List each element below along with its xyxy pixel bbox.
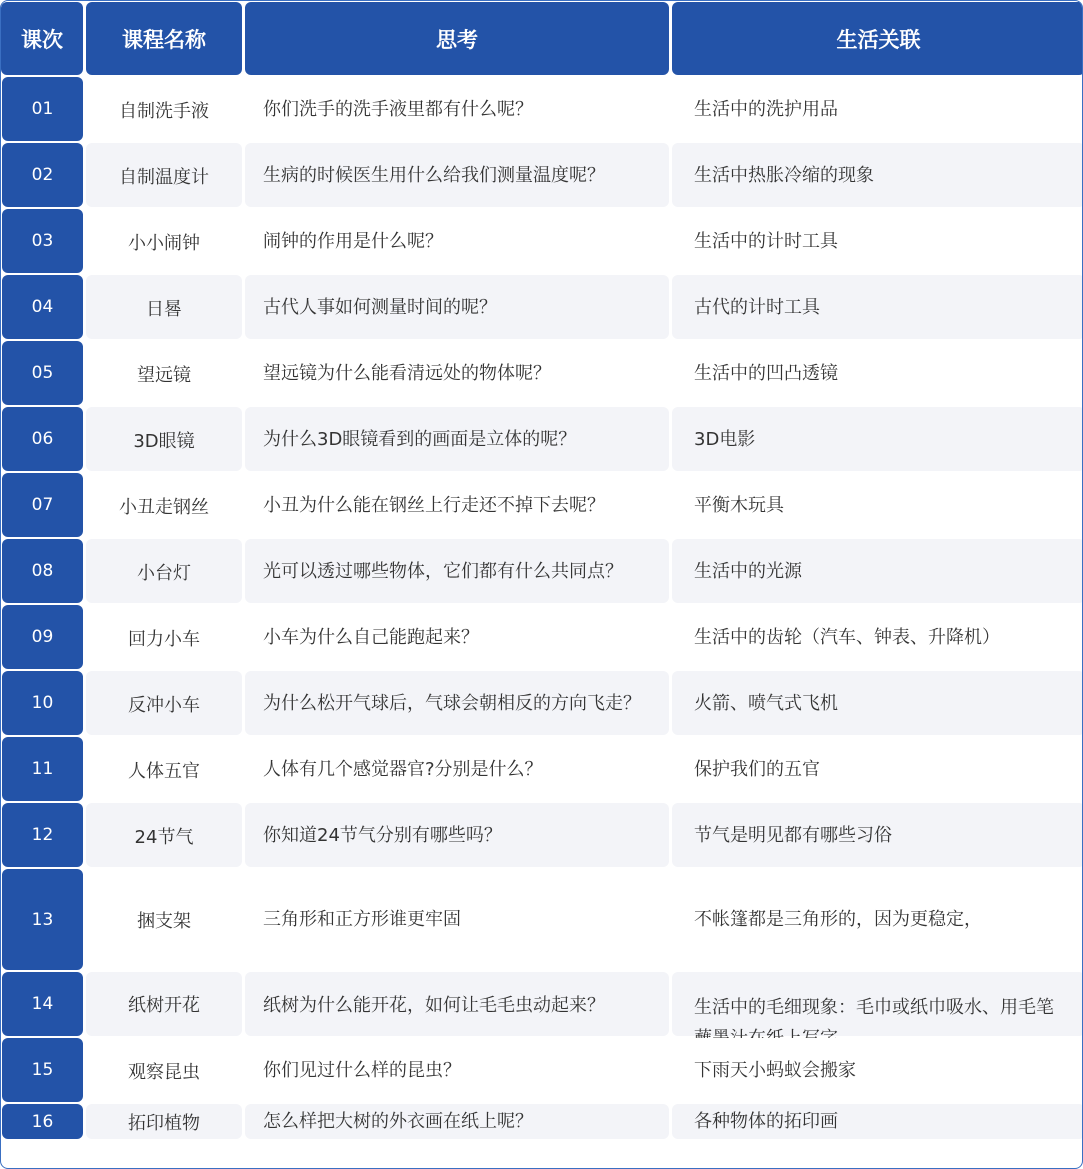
life-connection-cell: 平衡木玩具 [672,473,1083,537]
lesson-number-cell: 04 [2,275,83,339]
course-name-cell: 捆支架 [86,869,242,970]
course-name-cell: 人体五官 [86,737,242,801]
life-connection-cell: 保护我们的五官 [672,737,1083,801]
thinking-question-cell: 你知道24节气分别有哪些吗？ [245,803,669,867]
thinking-question-cell: 古代人事如何测量时间的呢？ [245,275,669,339]
course-name-cell: 拓印植物 [86,1104,242,1139]
thinking-question-cell: 为什么3D眼镜看到的画面是立体的呢？ [245,407,669,471]
life-connection-cell: 节气是明见都有哪些习俗 [672,803,1083,867]
lesson-number-cell: 09 [2,605,83,669]
lesson-number-cell: 16 [2,1104,83,1139]
life-connection-cell: 生活中的凹凸透镜 [672,341,1083,405]
life-connection-cell: 火箭、喷气式飞机 [672,671,1083,735]
life-connection-cell: 生活中的光源 [672,539,1083,603]
lesson-number-cell: 13 [2,869,83,970]
thinking-question-cell: 光可以透过哪些物体，它们都有什么共同点？ [245,539,669,603]
course-name-cell: 日晷 [86,275,242,339]
lesson-number-cell: 08 [2,539,83,603]
lesson-number-cell: 12 [2,803,83,867]
lesson-number-cell: 07 [2,473,83,537]
header-thinking: 思考 [245,2,669,75]
course-name-cell: 自制温度计 [86,143,242,207]
lesson-number-cell: 15 [2,1038,83,1102]
course-name-cell: 小小闹钟 [86,209,242,273]
lesson-number-cell: 03 [2,209,83,273]
lesson-number-cell: 01 [2,77,83,141]
course-name-cell: 3D眼镜 [86,407,242,471]
lesson-number-cell: 14 [2,972,83,1036]
thinking-question-cell: 怎么样把大树的外衣画在纸上呢？ [245,1104,669,1139]
course-name-cell: 观察昆虫 [86,1038,242,1102]
life-connection-cell: 下雨天小蚂蚁会搬家 [672,1038,1083,1102]
thinking-question-cell: 你们洗手的洗手液里都有什么呢？ [245,77,669,141]
thinking-question-cell: 小车为什么自己能跑起来？ [245,605,669,669]
life-connection-cell: 不帐篷都是三角形的，因为更稳定， [672,869,1083,970]
header-life-connection: 生活关联 [672,2,1083,75]
course-name-cell: 小台灯 [86,539,242,603]
course-name-cell: 反冲小车 [86,671,242,735]
lesson-number-cell: 06 [2,407,83,471]
thinking-question-cell: 你们见过什么样的昆虫？ [245,1038,669,1102]
thinking-question-cell: 生病的时候医生用什么给我们测量温度呢？ [245,143,669,207]
lesson-number-cell: 10 [2,671,83,735]
header-lesson-number: 课次 [1,2,83,75]
life-connection-cell: 3D电影 [672,407,1083,471]
life-connection-cell: 生活中的毛细现象：毛巾或纸巾吸水、用毛笔 [672,972,1083,1036]
thinking-question-cell: 纸树为什么能开花，如何让毛毛虫动起来？ [245,972,669,1036]
life-connection-cell: 生活中的齿轮（汽车、钟表、升降机） [672,605,1083,669]
thinking-question-cell: 为什么松开气球后，气球会朝相反的方向飞走？ [245,671,669,735]
thinking-question-cell: 人体有几个感觉器官?分别是什么？ [245,737,669,801]
life-connection-cell: 生活中的洗护用品 [672,77,1083,141]
thinking-question-cell: 闹钟的作用是什么呢？ [245,209,669,273]
course-name-cell: 24节气 [86,803,242,867]
lesson-number-cell: 05 [2,341,83,405]
course-name-cell: 纸树开花 [86,972,242,1036]
thinking-question-cell: 望远镜为什么能看清远处的物体呢？ [245,341,669,405]
thinking-question-cell: 小丑为什么能在钢丝上行走还不掉下去呢？ [245,473,669,537]
course-name-cell: 望远镜 [86,341,242,405]
course-name-cell: 小丑走钢丝 [86,473,242,537]
life-connection-cell: 生活中的计时工具 [672,209,1083,273]
lesson-number-cell: 11 [2,737,83,801]
thinking-question-cell: 三角形和正方形谁更牢固 [245,869,669,970]
course-name-cell: 自制洗手液 [86,77,242,141]
course-name-cell: 回力小车 [86,605,242,669]
course-table [1,1,1082,1139]
life-connection-cell: 各种物体的拓印画 [672,1104,1083,1139]
lesson-number-cell: 02 [2,143,83,207]
life-connection-cell: 生活中热胀冷缩的现象 [672,143,1083,207]
header-course-name: 课程名称 [86,2,242,75]
life-connection-cell: 古代的计时工具 [672,275,1083,339]
